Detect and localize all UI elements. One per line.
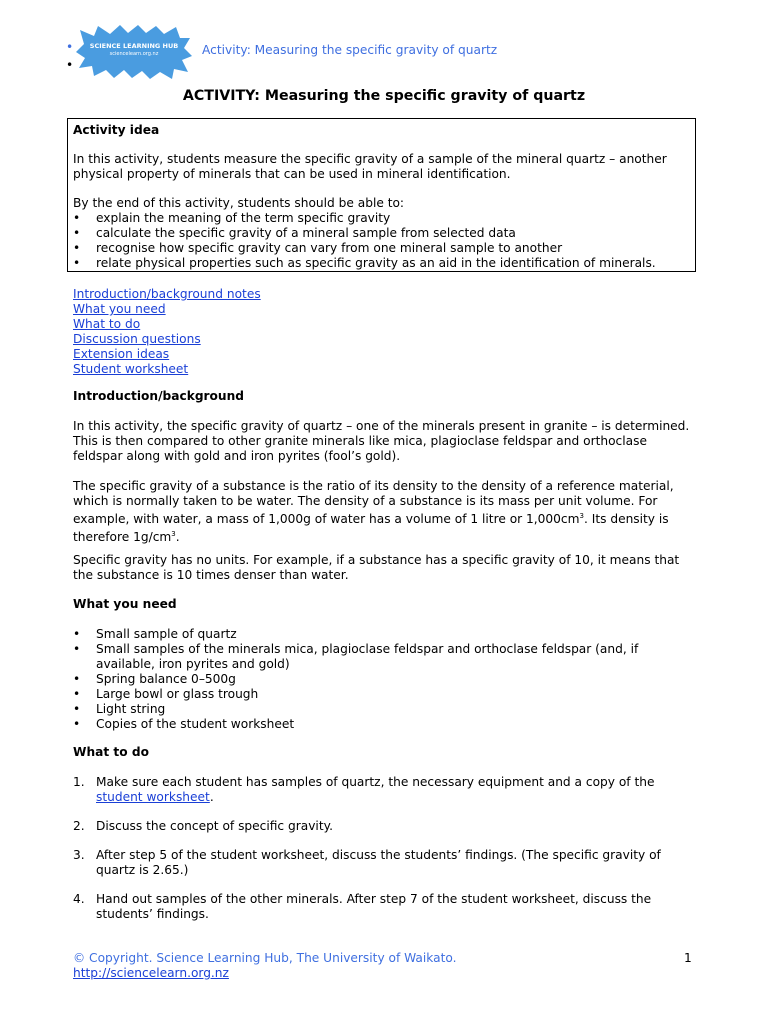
todo-list [73, 775, 698, 922]
list-item: • Spring balance 0–500g [73, 672, 698, 687]
list-item: • Light string [73, 702, 698, 717]
list-item: 3. After step 5 of the student worksheet, discuss the students’ findings. (The specific gravity of quartz is 2.65.) [73, 848, 661, 877]
activity-lead: By the end of this activity, students should be able to: [73, 196, 405, 210]
intro-paragraph-1: In this activity, the specific gravity of quartz – one of the minerals present in granite – is determined. This is then compared to other granite minerals like mica, plagioclase feldspar and orthoclase feldspar along with gold and iron pyrites (fool’s gold). [73, 419, 690, 463]
list-item: • recognise how specific gravity can vary from one mineral sample to another [73, 241, 693, 256]
list-item: • explain the meaning of the term specific gravity [73, 211, 693, 226]
intro-paragraph-2: The specific gravity of a substance is the ratio of its density to the density of a reference material, which is normally taken to be water. The density of a substance is its mass per unit volume. For example, with water, a mass of 1,000g of water has a volume of 1 litre or $1,000cm^3$. Its density is therefore $1g/cm^3$. [73, 479, 674, 545]
toc-link-extension[interactable]: Extension ideas [73, 347, 170, 361]
list-item: • Large bowl or glass trough [73, 687, 698, 702]
intro-paragraph-3: Specific gravity has no units. For example, if a substance has a specific gravity of 10, it means that the substance is 10 times denser than water. [73, 553, 680, 582]
todo-heading: What to do [73, 745, 149, 759]
list-item: • Small samples of the minerals mica, plagioclase feldspar and orthoclase feldspar (and, if available, iron pyrites and gold) [73, 642, 698, 672]
list-item: 1. Make sure each student has samples of quartz, the necessary equipment and a copy of the student worksheet. [73, 775, 655, 804]
activity-idea-heading: Activity idea [73, 123, 160, 137]
outcomes-list [73, 211, 693, 271]
running-title: Activity: Measuring the specific gravity of quartz [202, 43, 498, 57]
toc-link-introduction[interactable]: Introduction/background notes [73, 287, 261, 301]
toc [73, 287, 261, 377]
toc-link-what-to-do[interactable]: What to do [73, 317, 141, 331]
activity-intro: In this activity, students measure the specific gravity of a sample of the mineral quartz – another physical property of minerals that can be used in mineral identification. [73, 152, 667, 181]
need-list [73, 627, 698, 732]
toc-link-discussion[interactable]: Discussion questions [73, 332, 201, 346]
list-item: • relate physical properties such as specific gravity as an aid in the identification of minerals. [73, 256, 693, 271]
footer-copyright: © Copyright. Science Learning Hub, The University of Waikato. [73, 951, 457, 965]
activity-idea-box [67, 118, 696, 272]
logo[interactable] [76, 24, 192, 80]
page-number: 1 [684, 951, 692, 965]
header-bullet-2: • [66, 58, 74, 72]
list-item: • Copies of the student worksheet [73, 717, 698, 732]
list-item: 4. Hand out samples of the other minerals. After step 7 of the student worksheet, discuss the students’ findings. [73, 892, 652, 921]
logo-subtext: sciencelearn.org.nz [109, 51, 159, 57]
footer-url-link[interactable]: http://sciencelearn.org.nz [73, 966, 229, 980]
toc-link-what-you-need[interactable]: What you need [73, 302, 166, 316]
intro-heading: Introduction/background [73, 389, 245, 403]
list-item: • Small sample of quartz [73, 627, 698, 642]
need-heading: What you need [73, 597, 177, 611]
header-bullet-1: • [66, 40, 74, 54]
logo-text: SCIENCE LEARNING HUB [89, 42, 179, 50]
list-item: • calculate the specific gravity of a mineral sample from selected data [73, 226, 693, 241]
list-item: 2. Discuss the concept of specific gravity. [73, 819, 333, 833]
page-title: ACTIVITY: Measuring the specific gravity of quartz [182, 88, 586, 104]
student-worksheet-link[interactable]: student worksheet [96, 790, 210, 804]
toc-link-worksheet[interactable]: Student worksheet [73, 362, 189, 376]
